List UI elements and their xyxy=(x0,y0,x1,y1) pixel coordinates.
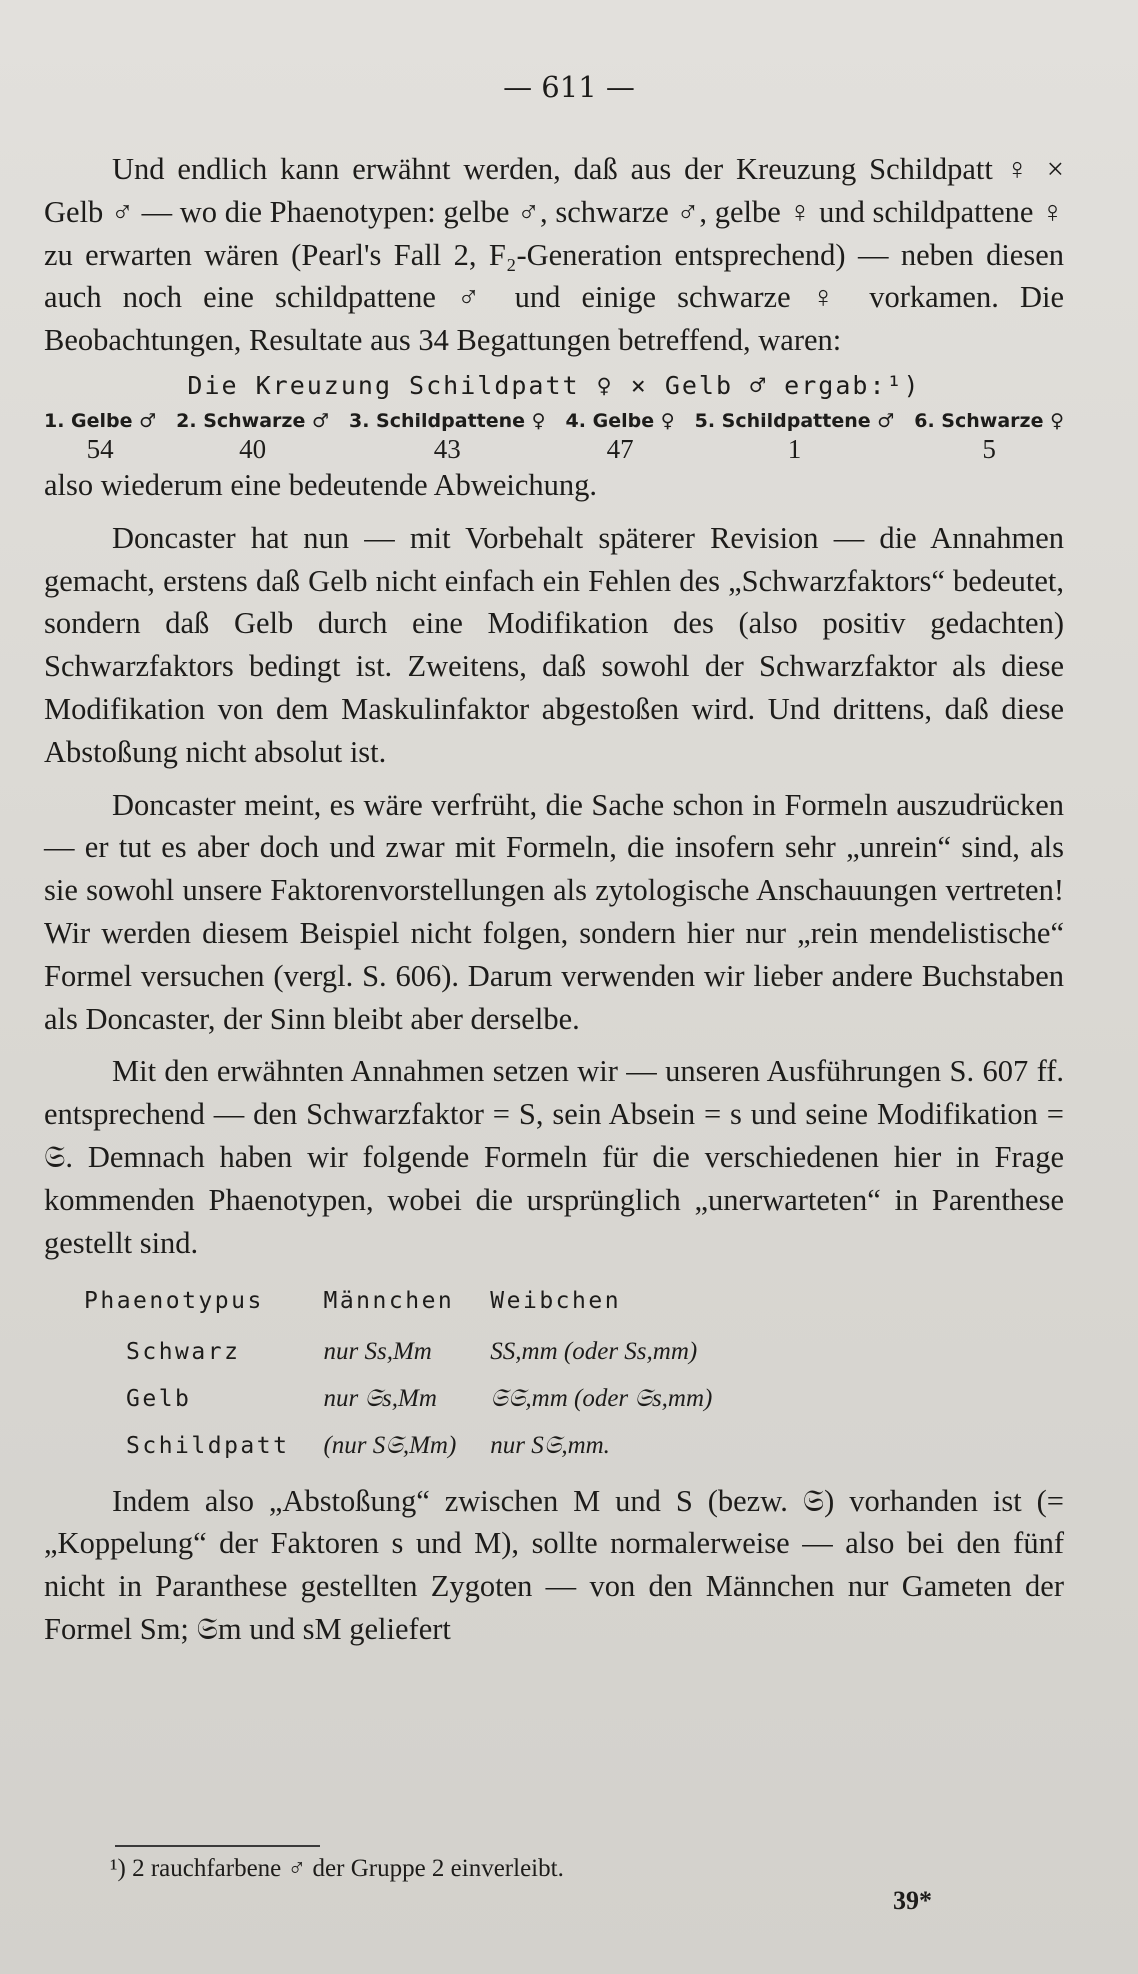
signature-mark: 39* xyxy=(893,1886,932,1915)
table-row xyxy=(84,1329,746,1376)
result-count: 1 xyxy=(787,433,802,464)
header-phenotype: Phaenotypus xyxy=(84,1288,264,1315)
table-header-row xyxy=(84,1276,746,1329)
result-count: 47 xyxy=(606,433,634,464)
row-phenotype: Schildpatt xyxy=(126,1432,290,1459)
result-1 xyxy=(44,408,156,464)
result-3 xyxy=(349,408,546,464)
result-5 xyxy=(695,408,895,464)
cross-title: Die Kreuzung Schildpatt ♀ × Gelb ♂ ergab:¹) xyxy=(187,370,921,400)
row-male: nur Ss,Mm xyxy=(323,1338,432,1366)
row-female: SS,mm (oder Ss,mm) xyxy=(490,1338,698,1366)
result-4 xyxy=(566,408,675,464)
paragraph-1: Und endlich kann erwähnt werden, daß aus der Kreuzung Schildpatt ♀ × Gelb ♂ — wo die Phaenotypen: gelbe ♂, schwarze ♂, gelbe ♀ und schildpattene ♀ zu erwarten wären (Pearl's Fall 2, F₂-Generation entsprechend) — neben diesen auch noch eine schildpattene ♂ und einige schwarze ♀ vorkamen. Die Beobachtungen, Resultate aus 34 Begattungen betreffend, waren: xyxy=(44,152,1064,358)
paragraph-6: Indem also „Abstoßung“ zwischen M und S (bezw. 𝔖) vorhanden ist (= „Koppelung“ der Faktoren s und M), sollte normalerweise — also bei den fünf nicht in Paranthese gestellten Zygoten — von den Männchen nur Gameten der Formel Sm; 𝔖m und sM geliefert xyxy=(44,1483,1064,1646)
result-count: 40 xyxy=(239,433,267,464)
row-phenotype: Gelb xyxy=(126,1385,192,1412)
footnote-divider xyxy=(115,1845,320,1847)
footnote: ¹) 2 rauchfarbene ♂ der Gruppe 2 einverleibt. xyxy=(110,1855,564,1882)
paragraph-4: Doncaster meint, es wäre verfrüht, die Sache schon in Formeln auszudrücken — er tut es aber doch und zwar mit Formeln, die insofern sehr „unrein“ sind, als sie sowohl unsere Faktorenvorstellungen als zytologische Anschauungen vertreten! Wir werden diesem Beispiel nicht folgen, sondern hier nur „rein mendelistische“ Formel versuchen (vergl. S. 606). Darum verwenden wir lieber andere Buchstaben als Doncaster, der Sinn bleibt aber derselbe. xyxy=(44,787,1064,1036)
page-number: — 611 — xyxy=(503,70,635,104)
header-female: Weibchen xyxy=(490,1288,622,1315)
table-row xyxy=(84,1376,746,1423)
table-row xyxy=(84,1423,746,1470)
cross-results xyxy=(44,408,1064,464)
result-count: 54 xyxy=(86,433,114,464)
result-2 xyxy=(176,408,329,464)
result-label: 4. Gelbe ♀ xyxy=(565,409,675,432)
result-count: 5 xyxy=(982,433,996,464)
row-male: nur 𝔖s,Mm xyxy=(323,1384,437,1412)
result-6 xyxy=(914,408,1064,464)
phenotype-table xyxy=(84,1276,746,1469)
paragraph-5: Mit den erwähnten Annahmen setzen wir — unseren Ausführungen S. 607 ff. entsprechend — den Schwarzfaktor = S, sein Absein = s und seine Modifikation = 𝔖. Demnach haben wir folgende Formeln für die verschiedenen hier in Frage kommenden Phaenotypen, wobei die ursprünglich „unerwarteten“ in Parenthese gestellt sind. xyxy=(44,1054,1064,1260)
page-body xyxy=(44,148,1064,1651)
result-count: 43 xyxy=(433,433,461,464)
result-label: 2. Schwarze ♂ xyxy=(176,409,330,432)
row-female: nur S𝔖,mm. xyxy=(490,1431,610,1459)
paragraph-2: also wiederum eine bedeutende Abweichung. xyxy=(44,467,598,502)
row-male: (nur S𝔖,Mm) xyxy=(323,1431,457,1459)
result-label: 5. Schildpattene ♂ xyxy=(694,409,895,432)
result-label: 6. Schwarze ♀ xyxy=(914,409,1064,432)
row-phenotype: Schwarz xyxy=(126,1339,241,1366)
result-label: 1. Gelbe ♂ xyxy=(44,409,157,432)
row-female: 𝔖𝔖,mm (oder 𝔖s,mm) xyxy=(490,1384,713,1412)
result-label: 3. Schildpattene ♀ xyxy=(349,409,546,432)
header-male: Männchen xyxy=(323,1288,455,1315)
paragraph-3: Doncaster hat nun — mit Vorbehalt späterer Revision — die Annahmen gemacht, erstens daß Gelb nicht einfach ein Fehlen des „Schwarzfaktors“ bedeutet, sondern daß Gelb durch eine Modifikation des (also positiv gedachten) Schwarzfaktors bedingt ist. Zweitens, daß sowohl der Schwarzfaktor als diese Modifikation von dem Maskulinfaktor abgestoßen wird. Und drittens, daß diese Abstoßung nicht absolut ist. xyxy=(44,520,1064,769)
